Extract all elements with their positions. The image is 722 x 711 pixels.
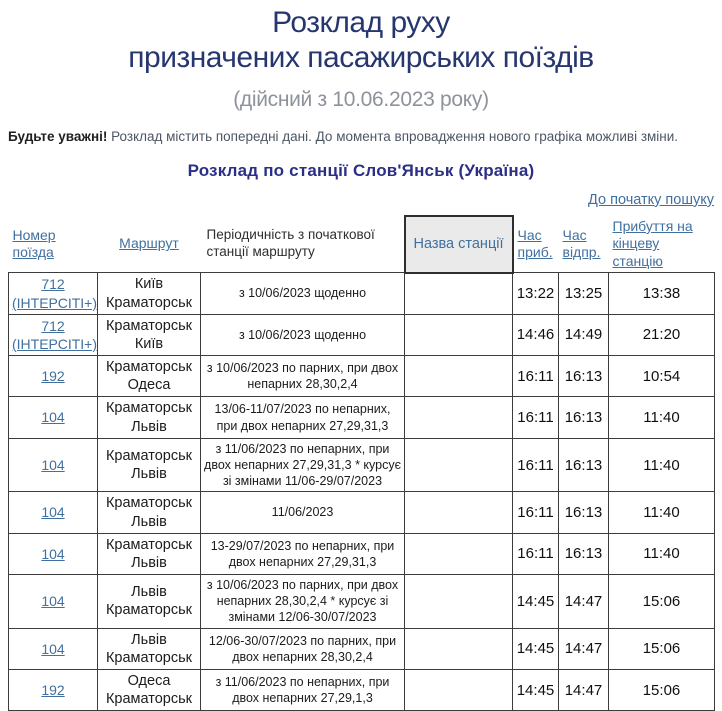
arrival-time-cell: 16:11 — [513, 533, 559, 574]
train-number-cell — [9, 438, 98, 492]
route-origin: Краматорськ — [105, 447, 193, 464]
header-station-name: Назва станції — [405, 216, 513, 273]
sort-route-link[interactable]: Маршрут — [119, 235, 179, 252]
route-cell — [98, 356, 201, 397]
route-cell — [98, 669, 201, 710]
back-link-container — [8, 192, 714, 208]
schedule-table-header — [9, 216, 715, 273]
route-destination: Львів — [131, 554, 167, 571]
route-origin: Краматорськ — [105, 495, 193, 512]
sort-train-number-link[interactable]: Номер поїзда — [12, 226, 56, 261]
route-destination: Одеса — [127, 377, 171, 394]
final-arrival-cell: 11:40 — [609, 533, 715, 574]
final-arrival-cell: 11:40 — [609, 438, 715, 492]
table-row — [9, 438, 715, 492]
train-number-cell — [9, 314, 98, 355]
departure-time-cell: 16:13 — [559, 438, 609, 492]
route-origin: Одеса — [127, 672, 171, 689]
train-number-link[interactable] — [12, 317, 98, 353]
notice-text: Розклад містить попередні дані. До момента впровадження нового графіка можливі зміни. — [107, 129, 679, 144]
arrival-time-cell: 16:11 — [513, 356, 559, 397]
train-number-cell — [9, 574, 98, 628]
station-name-cell — [405, 669, 513, 710]
table-row — [9, 628, 715, 669]
table-row — [9, 669, 715, 710]
arrival-time-cell: 16:11 — [513, 438, 559, 492]
departure-time-cell: 16:13 — [559, 397, 609, 438]
train-number: 712 — [41, 276, 65, 293]
departure-time-cell: 14:49 — [559, 314, 609, 355]
sort-arrival-link[interactable] — [518, 227, 553, 262]
station-name-cell — [405, 314, 513, 355]
train-number-link[interactable] — [12, 408, 94, 426]
periodicity-cell: 11/06/2023 — [201, 492, 405, 533]
route-destination: Краматорськ — [105, 649, 193, 666]
route-cell — [98, 397, 201, 438]
train-number: 104 — [41, 545, 65, 562]
header-final-arrival-line2: кінцеву станцію — [612, 235, 663, 269]
train-number-link[interactable] — [12, 367, 94, 385]
page-title — [0, 5, 722, 75]
route-origin: Краматорськ — [105, 536, 193, 553]
train-number-cell — [9, 628, 98, 669]
schedule-table — [8, 215, 715, 711]
route-destination: Київ — [134, 335, 164, 352]
table-row — [9, 492, 715, 533]
header-arrival-time — [513, 216, 559, 273]
notice-bold-text: Будьте уважні! — [8, 129, 108, 144]
validity-subtitle: (дійсний з 10.06.2023 року) — [233, 88, 489, 111]
header-arrival-line1: Час — [517, 226, 542, 243]
periodicity-cell: з 10/06/2023 по парних, при двох непарних 28,30,2,4 — [201, 356, 405, 397]
final-arrival-cell: 10:54 — [609, 356, 715, 397]
route-cell — [98, 314, 201, 355]
header-arrival-line2: приб. — [517, 244, 553, 261]
periodicity-cell: 12/06-30/07/2023 по парних, при двох непарних 28,30,2,4 — [201, 628, 405, 669]
table-row — [9, 397, 715, 438]
periodicity-cell: 13-29/07/2023 по непарних, при двох непарних 27,29,31,3 — [201, 533, 405, 574]
departure-time-cell: 14:47 — [559, 628, 609, 669]
periodicity-cell: з 10/06/2023 щоденно — [201, 273, 405, 314]
train-number: 192 — [41, 368, 65, 385]
departure-time-cell: 13:25 — [559, 273, 609, 314]
header-departure-time — [559, 216, 609, 273]
station-name-cell — [405, 356, 513, 397]
station-name-cell — [405, 492, 513, 533]
train-number: 192 — [41, 681, 65, 698]
train-number-cell — [9, 492, 98, 533]
station-name-cell — [405, 397, 513, 438]
train-number-cell — [9, 356, 98, 397]
station-name-cell — [405, 628, 513, 669]
route-origin: Львів — [131, 584, 167, 601]
train-number-link[interactable] — [12, 681, 94, 699]
train-number: 104 — [41, 593, 65, 610]
header-departure-line2: відпр. — [562, 244, 601, 261]
train-number-link[interactable] — [12, 592, 94, 610]
page-title-line1: Розклад руху — [272, 6, 450, 39]
header-final-arrival — [609, 216, 715, 273]
periodicity-cell: 13/06-11/07/2023 по непарних, при двох непарних 27,29,31,3 — [201, 397, 405, 438]
departure-time-cell: 16:13 — [559, 492, 609, 533]
train-number-cell — [9, 273, 98, 314]
route-origin: Краматорськ — [105, 400, 193, 417]
route-cell — [98, 273, 201, 314]
train-number-link[interactable] — [12, 456, 94, 474]
station-name-cell — [405, 438, 513, 492]
final-arrival-cell: 15:06 — [609, 669, 715, 710]
train-number: 712 — [41, 317, 65, 334]
header-final-arrival-line1: Прибуття на — [612, 217, 693, 234]
route-destination: Львів — [131, 418, 167, 435]
header-train-number — [9, 216, 98, 273]
train-number-link[interactable] — [12, 503, 94, 521]
route-destination: Краматорськ — [105, 602, 193, 619]
route-origin: Київ — [134, 276, 164, 293]
arrival-time-cell: 14:45 — [513, 574, 559, 628]
route-destination: Краматорськ — [105, 294, 193, 311]
sort-departure-link[interactable] — [563, 227, 601, 262]
departure-time-cell: 14:47 — [559, 669, 609, 710]
departure-time-cell: 14:47 — [559, 574, 609, 628]
route-destination: Краматорськ — [105, 691, 193, 707]
periodicity-cell: з 11/06/2023 по непарних, при двох непарних 27,29,1,3 — [201, 669, 405, 710]
route-destination: Львів — [131, 513, 167, 530]
route-cell — [98, 492, 201, 533]
header-departure-line1: Час — [562, 226, 587, 243]
periodicity-cell: з 10/06/2023 щоденно — [201, 314, 405, 355]
train-number-cell — [9, 397, 98, 438]
back-to-search-link[interactable]: До початку пошуку — [588, 191, 714, 208]
final-arrival-cell: 21:20 — [609, 314, 715, 355]
table-row — [9, 574, 715, 628]
final-arrival-cell: 11:40 — [609, 492, 715, 533]
header-route — [98, 216, 201, 273]
arrival-time-cell: 14:45 — [513, 669, 559, 710]
route-cell — [98, 438, 201, 492]
train-number-link[interactable] — [12, 545, 94, 563]
route-origin: Львів — [131, 631, 167, 648]
arrival-time-cell: 16:11 — [513, 397, 559, 438]
train-number-cell — [9, 669, 98, 710]
train-number-link[interactable] — [12, 640, 94, 658]
final-arrival-cell: 15:06 — [609, 574, 715, 628]
train-number: 104 — [41, 640, 65, 657]
notice-paragraph — [8, 129, 714, 146]
periodicity-cell: з 10/06/2023 по парних, при двох непарних 28,30,2,4 * курсує зі змінами 12/06-30/07/2023 — [201, 574, 405, 628]
train-number: 104 — [41, 456, 65, 473]
final-arrival-cell: 13:38 — [609, 273, 715, 314]
final-arrival-cell: 11:40 — [609, 397, 715, 438]
train-number-cell — [9, 533, 98, 574]
station-name-cell — [405, 273, 513, 314]
header-periodicity: Періодичність з початкової станції маршруту — [206, 227, 375, 260]
arrival-time-cell: 16:11 — [513, 492, 559, 533]
table-row — [9, 314, 715, 355]
arrival-time-cell: 13:22 — [513, 273, 559, 314]
table-row — [9, 356, 715, 397]
arrival-time-cell: 14:45 — [513, 628, 559, 669]
route-destination: Львів — [131, 466, 167, 482]
train-number: 104 — [41, 409, 65, 426]
schedule-table-body — [9, 273, 715, 711]
final-arrival-cell: 15:06 — [609, 628, 715, 669]
station-name-cell — [405, 574, 513, 628]
route-origin: Краматорськ — [105, 317, 193, 334]
train-number: 104 — [41, 504, 65, 521]
train-number-suffix: (ІНТЕРСІТІ+) — [12, 335, 98, 352]
page-title-line2: призначених пасажирських поїздів — [128, 41, 594, 74]
departure-time-cell: 16:13 — [559, 356, 609, 397]
station-name-cell — [405, 533, 513, 574]
route-cell — [98, 574, 201, 628]
train-number-suffix: (ІНТЕРСІТІ+) — [12, 294, 98, 311]
station-heading: Розклад по станції Слов'Янськ (Україна) — [187, 160, 535, 180]
route-cell — [98, 533, 201, 574]
sort-final-arrival-link[interactable] — [613, 218, 711, 271]
periodicity-cell: з 11/06/2023 по непарних, при двох непарних 27,29,31,3 * курсує зі змінами 11/06-29/07/2023 — [201, 438, 405, 492]
table-row — [9, 273, 715, 314]
route-cell — [98, 628, 201, 669]
route-origin: Краматорськ — [105, 359, 193, 376]
arrival-time-cell: 14:46 — [513, 314, 559, 355]
departure-time-cell: 16:13 — [559, 533, 609, 574]
train-number-link[interactable] — [12, 275, 98, 311]
table-row — [9, 533, 715, 574]
